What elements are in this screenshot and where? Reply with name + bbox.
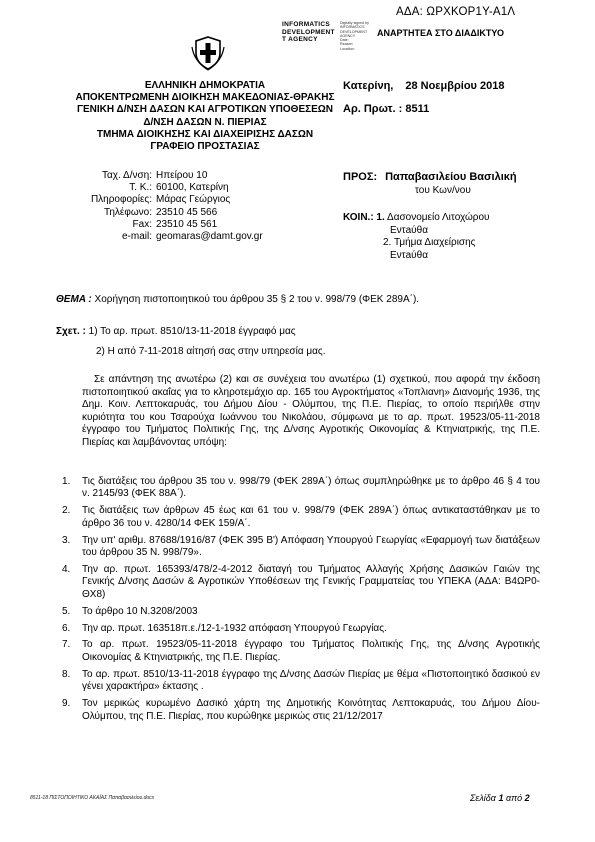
list-number: 3.: [62, 534, 71, 546]
published-online-label: ΑΝΑΡΤΗΤΕΑ ΣΤΟ ΔΙΑΔΙΚΤΥΟ: [377, 28, 504, 38]
contact-value: Ηπείρου 10: [156, 170, 208, 181]
subject-text: Χορήγηση πιστοποιητικού του άρθρου 35 § 2 του ν. 998/79 (ΦΕΚ 289Α΄).: [94, 294, 420, 305]
references-block: [56, 322, 326, 362]
contact-value: Μάρας Γεώργιος: [156, 194, 231, 206]
cc-item-location: Εντaύθα: [390, 224, 428, 236]
page-current: 1: [498, 793, 504, 803]
contact-label: Τηλέφωνο:: [103, 206, 152, 218]
list-text: Την αρ. πρωτ. 163518π.ε./12-1-1932 απόφαση Υπουργού Γεωργίας.: [82, 622, 387, 634]
list-number: 1.: [62, 476, 71, 487]
signature-stamp-agency: [282, 21, 335, 44]
contact-value: 23510 45 561: [156, 218, 218, 230]
list-text: Το αρ. πρωτ. 19523/05-11-2018 έγγραφο του Τμήματος Πολιτικής Γης, της Δ/νσης Αγροτικής Οικονομίας & Κτηνιατρικής, της Π.Ε. Πιερίας.: [82, 639, 540, 663]
contact-value: 60100, Κατερίνη: [156, 182, 229, 194]
subject-line: [56, 294, 419, 305]
list-text: Το αρ. πρωτ. 8510/13-11-2018 έγγραφο της Δ/νσης Δασών Πιερίας με θέμα «Πιστοποιητικό δασικού εν γένει χαρακτήρα» έκτασης .: [82, 668, 540, 693]
contact-email[interactable]: geomaras@damt.gov.gr: [156, 231, 263, 243]
list-text: Την υπ' αριθμ. 87688/1916/87 (ΦΕΚ 395 Β') Απόφαση Υπουργού Γεωργίας «Εφαρμογή των διατάξεων του άρθρου 35 Ν. 998/79».: [82, 534, 540, 559]
signature-stamp-details: [340, 21, 369, 51]
list-item: [62, 505, 540, 530]
ada-code: ΑΔΑ: ΩΡΧΚΟΡ1Υ-Α1Λ: [396, 6, 516, 18]
list-text: Την αρ. πρωτ. 165393/478/2-4-2012 διαταγή του Τμήματος Αλλαγής Χρήσης Δασικών Γαιών της Γενικής Δ/νσης Δασών & Αγροτικών Υποθέσεων της Γενικής Γραμματείας του ΥΠΕΚΑ (ΑΔΑ: Β4ΩΡ0-ΘΧ8): [82, 563, 540, 600]
contact-label: e-mail:: [121, 231, 152, 243]
greek-coat-of-arms-icon: [190, 35, 226, 71]
page-separator: από: [505, 793, 523, 803]
stamp-detail: AGENCY: [340, 33, 356, 38]
list-number: 9.: [62, 698, 71, 710]
footer-filename: 8511-18 ΠΙΣΤΟΠΟΙΗΤΙΚΟ ΑΚΑΪΑΣ Παπαβασιλείου.docx: [30, 795, 155, 801]
stamp-detail: DEVELOPMENT: [340, 29, 368, 34]
place: Κατερίνη,: [343, 80, 394, 92]
recipient-name: Παπαβασιλείου Βασιλική: [385, 171, 517, 183]
recipient-label: ΠΡΟΣ:: [343, 171, 378, 183]
list-text: Τις διατάξεις του άρθρου 35 του ν. 998/79 (ΦΕΚ 289Α΄) όπως συμπληρώθηκε με το άρθρο 46 § 4 του ν. 2145/93 (ΦΕΚ 88Α΄).: [82, 476, 540, 500]
document-date: 28 Νοεμβρίου 2018: [405, 80, 505, 92]
considerations-list: [62, 476, 540, 727]
body-paragraph: Σε απάντηση της ανωτέρω (2) και σε συνέχεια του ανωτέρω (1) σχετικού, που αφορά την έκδοση πιστοποιητικού ακαΐας για το κληροτεμάχιο αρ. 165 του Αγροκτήματος «Τοπλιανη» Διανομής 1936, της Δημ. Κοιν. Λεπτοκαρυάς, του Δήμου Δίου - Ολύμπου, της Π.Ε. Πιερίας, το οποίο περιήλθε στην κυριότητα του κου Τσαρούχα Ιωάννου του Νικολάου, σύμφωνα με το αρ. πρωτ. 19523/05-11-2018 έγγραφο του Τμήματος Πολιτικής Γης, της Δ/νσης Αγροτικής Οικονομίας & Κτηνιατρικής, της Π.Ε. Πιερίας και λαμβάνοντας υπόψη:: [82, 374, 540, 448]
subject-label: ΘΕΜΑ :: [56, 294, 92, 305]
list-text: Τον μερικώς κυρωμένο Δασικό χάρτη της Δημοτικής Κοινότητας Λεπτοκαρυάς, του Δήμου Δίου-Ολύμπου, της Π.Ε. Πιερίας, που κυρώθηκε μερικώς στις 21/12/2017: [82, 698, 540, 722]
stamp-detail: Location:: [340, 46, 355, 51]
contact-label: Τ. Κ.:: [129, 182, 152, 194]
cc-label: ΚΟΙΝ.: 1.: [343, 212, 385, 223]
list-number: 2.: [62, 505, 71, 517]
header-line: ΕΛΛΗΝΙΚΗ ΔΗΜΟΚΡΑΤΙΑ: [144, 80, 266, 91]
list-item: [62, 669, 540, 694]
list-item: [62, 698, 540, 723]
header-line: Δ/ΝΣΗ ΔΑΣΩΝ Ν. ΠΙΕΡΙΑΣ: [143, 116, 267, 128]
stamp-line: DEVELOPMENT: [282, 28, 335, 36]
stamp-line: T AGENCY: [282, 36, 318, 43]
date-protocol-block: [343, 80, 504, 115]
list-item: [62, 606, 540, 618]
contact-value: 23510 45 566: [156, 206, 218, 218]
body-text: [82, 374, 540, 450]
cc-item: Δασονομείο Λιτοχώρου: [387, 212, 490, 223]
recipient-father: του Κων/νου: [415, 185, 471, 196]
list-item: [62, 476, 540, 501]
list-number: 4.: [62, 563, 71, 575]
contact-label: Ταχ. Δ/νση:: [101, 170, 152, 181]
list-number: 5.: [62, 605, 71, 617]
stamp-detail: INFORMATICS: [340, 25, 365, 30]
contact-block: [36, 170, 263, 243]
list-number: 6.: [62, 622, 71, 634]
list-item: [62, 535, 540, 560]
stamp-line: INFORMATICS: [282, 21, 330, 28]
page-indicator: [470, 793, 530, 803]
recipient-block: [343, 171, 525, 196]
list-item: [62, 564, 540, 601]
list-item: [62, 623, 540, 635]
stamp-detail: Digitally signed by: [340, 21, 369, 25]
page-label: Σελίδα: [470, 793, 496, 803]
contact-label: Πληροφορίες:: [90, 194, 152, 206]
issuer-header: [40, 80, 370, 153]
cc-item-location: Εντaύθα: [390, 249, 428, 261]
contact-label: Fax:: [132, 218, 152, 230]
header-line: ΑΠΟΚΕΝΤΡΩΜΕΝΗ ΔΙΟΙΚΗΣΗ ΜΑΚΕΔΟΝΙΑΣ-ΘΡΑΚΗΣ: [75, 92, 335, 104]
header-line: ΓΡΑΦΕΙΟ ΠΡΟΣΤΑΣΙΑΣ: [150, 141, 260, 153]
references-label: Σχετ. :: [56, 326, 86, 337]
cc-block: [343, 212, 490, 262]
list-text: Το άρθρο 10 Ν.3208/2003: [82, 605, 198, 617]
list-text: Τις διατάξεις των άρθρων 45 έως και 61 του ν. 998/79 (ΦΕΚ 289Α΄) όπως αντικαταστάθηκαν με το άρθρο 36 του ν. 4280/14 ΦΕΚ 159/Α΄.: [82, 505, 540, 529]
protocol-number: Αρ. Πρωτ. : 8511: [343, 103, 430, 115]
reference-item: 1) Το αρ. πρωτ. 8510/13-11-2018 έγγραφό μας: [88, 326, 296, 337]
stamp-detail: Date:: [340, 38, 349, 43]
reference-item: 2) Η από 7-11-2018 αίτησή σας στην υπηρεσία μας.: [96, 346, 326, 357]
header-line: ΓΕΝΙΚΗ Δ/ΝΣΗ ΔΑΣΩΝ ΚΑΙ ΑΓΡΟΤΙΚΩΝ ΥΠΟΘΕΣΕΩΝ: [76, 104, 334, 116]
stamp-detail: Reason:: [340, 42, 354, 47]
header-line: ΤΜΗΜΑ ΔΙΟΙΚΗΣΗΣ ΚΑΙ ΔΙΑΧΕΙΡΙΣΗΣ ΔΑΣΩΝ: [96, 128, 314, 140]
page-total: 2: [524, 793, 530, 803]
list-number: 8.: [62, 668, 71, 680]
cc-item: 2. Τμήμα Διαχείρισης: [383, 237, 476, 248]
list-number: 7.: [62, 639, 71, 651]
list-item: [62, 639, 540, 664]
